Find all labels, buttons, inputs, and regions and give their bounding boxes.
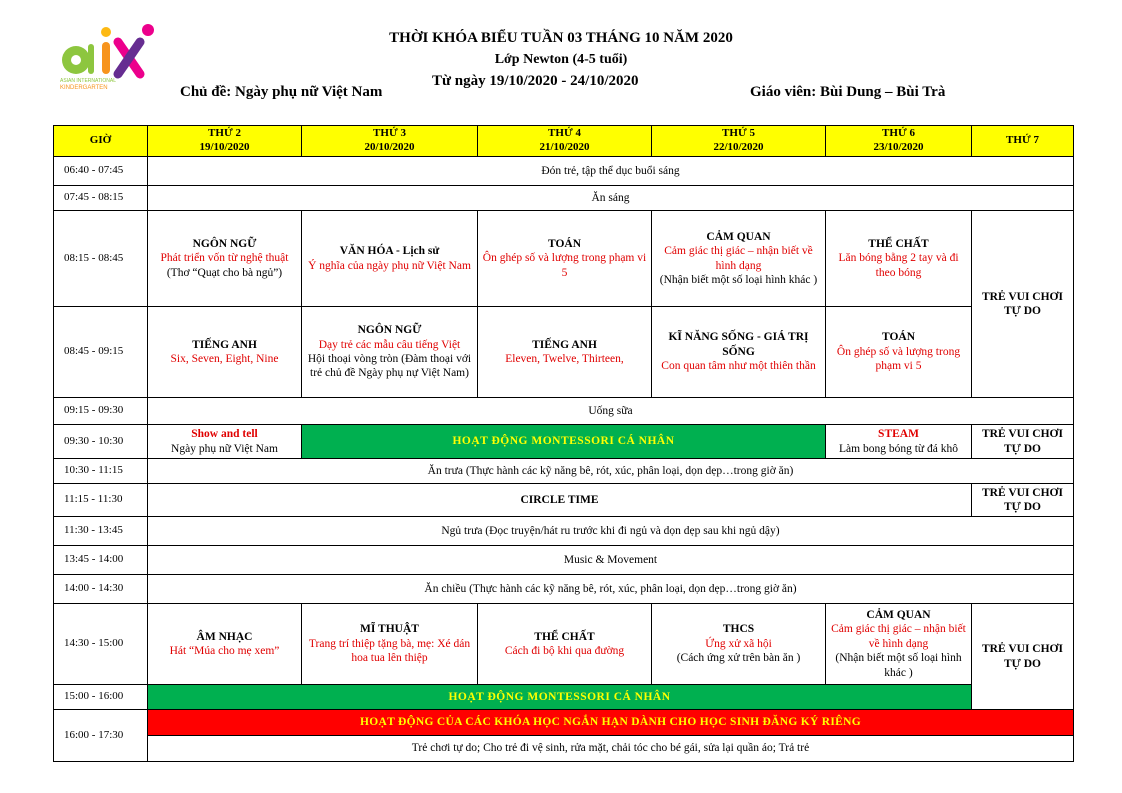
table-row xyxy=(54,685,1074,710)
time-cell: 11:15 - 11:30 xyxy=(54,484,148,517)
time-cell: 08:15 - 08:45 xyxy=(54,211,148,307)
time-cell: 10:30 - 11:15 xyxy=(54,459,148,484)
lesson-cell: Show and tell Ngày phụ nữ Việt Nam xyxy=(148,425,302,459)
table-row xyxy=(54,575,1074,604)
time-cell: 14:00 - 14:30 xyxy=(54,575,148,604)
lesson-cell: CẢM QUAN Cảm giác thị giác – nhận biết về hình dạng (Nhận biết một số loại hình khác ) xyxy=(826,604,972,685)
activity-cell: Uống sữa xyxy=(148,398,1074,425)
short-course-bar: HOẠT ĐỘNG CỦA CÁC KHÓA HỌC NGẮN HẠN DÀNH CHO HỌC SINH ĐĂNG KÝ RIÊNG xyxy=(148,710,1074,736)
table-row xyxy=(54,157,1074,186)
time-cell: 15:00 - 16:00 xyxy=(54,685,148,710)
col-header-sat: THỨ 7 xyxy=(972,126,1074,157)
lesson-cell: CẢM QUAN Cảm giác thị giác – nhận biết về hình dạng (Nhận biết một số loại hình khác ) xyxy=(652,211,826,307)
activity-cell: Đón trẻ, tập thể dục buổi sáng xyxy=(148,157,1074,186)
lesson-cell: TIẾNG ANH Eleven, Twelve, Thirteen, xyxy=(478,307,652,398)
activity-cell: Music & Movement xyxy=(148,546,1074,575)
table-row xyxy=(54,517,1074,546)
lesson-cell: TIẾNG ANH Six, Seven, Eight, Nine xyxy=(148,307,302,398)
free-play-cell: TRẺ VUI CHƠI TỰ DO xyxy=(972,211,1074,398)
lesson-cell: MĨ THUẬT Trang trí thiệp tặng bà, mẹ: Xé dán hoa tua lên thiệp xyxy=(302,604,478,685)
table-row xyxy=(54,710,1074,736)
date-range: Từ ngày 19/10/2020 - 24/10/2020 xyxy=(432,73,639,89)
teacher: Giáo viên: Bùi Dung – Bùi Trà xyxy=(750,84,946,100)
time-cell: 16:00 - 17:30 xyxy=(54,710,148,762)
activity-cell: Ăn trưa (Thực hành các kỹ năng bê, rót, xúc, phân loại, dọn dẹp…trong giờ ăn) xyxy=(148,459,1074,484)
circle-time-cell: CIRCLE TIME xyxy=(148,484,972,517)
table-row xyxy=(54,186,1074,211)
lesson-cell: TOÁN Ôn ghép số và lượng trong phạm vi 5 xyxy=(478,211,652,307)
time-cell: 06:40 - 07:45 xyxy=(54,157,148,186)
table-row xyxy=(54,546,1074,575)
lesson-cell: VĂN HÓA - Lịch sử Ý nghĩa của ngày phụ nữ Việt Nam xyxy=(302,211,478,307)
activity-cell: Ăn sáng xyxy=(148,186,1074,211)
lesson-cell: THỂ CHẤT Cách đi bộ khi qua đường xyxy=(478,604,652,685)
table-row xyxy=(54,398,1074,425)
table-row xyxy=(54,425,1074,459)
lesson-cell: KĨ NĂNG SỐNG - GIÁ TRỊ SỐNG Con quan tâm như một thiên thần xyxy=(652,307,826,398)
svg-text:ASIAN INTERNATIONAL: ASIAN INTERNATIONAL xyxy=(60,78,117,84)
time-cell: 13:45 - 14:00 xyxy=(54,546,148,575)
page-title: THỜI KHÓA BIỂU TUẦN 03 THÁNG 10 NĂM 2020 xyxy=(389,30,733,46)
table-row xyxy=(54,736,1074,762)
activity-cell: Ngủ trưa (Đọc truyện/hát ru trước khi đi ngủ và dọn dẹp sau khi ngủ dậy) xyxy=(148,517,1074,546)
lesson-cell: TOÁN Ôn ghép số và lượng trong phạm vi 5 xyxy=(826,307,972,398)
time-cell: 09:15 - 09:30 xyxy=(54,398,148,425)
col-header-tue: THỨ 3 20/10/2020 xyxy=(302,126,478,157)
table-row xyxy=(54,307,1074,398)
table-row xyxy=(54,484,1074,517)
col-header-fri: THỨ 6 23/10/2020 xyxy=(826,126,972,157)
lesson-cell: THCS Ứng xử xã hội (Cách ứng xử trên bàn ăn ) xyxy=(652,604,826,685)
time-cell: 14:30 - 15:00 xyxy=(54,604,148,685)
lesson-cell: THỂ CHẤT Lăn bóng bằng 2 tay và đi theo bóng xyxy=(826,211,972,307)
lesson-cell: ÂM NHẠC Hát “Múa cho mẹ xem” xyxy=(148,604,302,685)
free-play-cell: TRẺ VUI CHƠI TỰ DO xyxy=(972,484,1074,517)
svg-text:KINDERGARTEN: KINDERGARTEN xyxy=(60,85,108,91)
timetable xyxy=(53,125,1074,762)
time-cell: 07:45 - 08:15 xyxy=(54,186,148,211)
free-play-cell: TRẺ VUI CHƠI TỰ DO xyxy=(972,425,1074,459)
col-header-mon: THỨ 2 19/10/2020 xyxy=(148,126,302,157)
free-play-cell: TRẺ VUI CHƠI TỰ DO xyxy=(972,604,1074,710)
class-name: Lớp Newton (4-5 tuổi) xyxy=(494,52,628,67)
table-row xyxy=(54,211,1074,307)
activity-cell: Trẻ chơi tự do; Cho trẻ đi vệ sinh, rửa mặt, chải tóc cho bé gái, sửa lại quần áo; Trả trẻ xyxy=(148,736,1074,762)
col-header-wed: THỨ 4 21/10/2020 xyxy=(478,126,652,157)
montessori-bar: HOẠT ĐỘNG MONTESSORI CÁ NHÂN xyxy=(302,425,826,459)
header-row xyxy=(54,126,1074,157)
lesson-cell: NGÔN NGỮ Phát triển vốn từ nghệ thuật (Thơ “Quạt cho bà ngủ”) xyxy=(148,211,302,307)
time-cell: 08:45 - 09:15 xyxy=(54,307,148,398)
lesson-cell: NGÔN NGỮ Dạy trẻ các mẫu câu tiếng Việt Hội thoại vòng tròn (Đàm thoại với trẻ chủ đề Ngày phụ nự Việt Nam) xyxy=(302,307,478,398)
col-header-thu: THỨ 5 22/10/2020 xyxy=(652,126,826,157)
activity-cell: Ăn chiều (Thực hành các kỹ năng bê, rót, xúc, phân loại, dọn dẹp…trong giờ ăn) xyxy=(148,575,1074,604)
table-row xyxy=(54,604,1074,685)
table-row xyxy=(54,459,1074,484)
montessori-bar: HOẠT ĐỘNG MONTESSORI CÁ NHÂN xyxy=(148,685,972,710)
time-cell: 11:30 - 13:45 xyxy=(54,517,148,546)
lesson-cell: STEAM Làm bong bóng từ đá khô xyxy=(826,425,972,459)
time-cell: 09:30 - 10:30 xyxy=(54,425,148,459)
topic: Chủ đề: Ngày phụ nữ Việt Nam xyxy=(180,84,383,100)
col-header-time: GIỜ xyxy=(54,126,148,157)
